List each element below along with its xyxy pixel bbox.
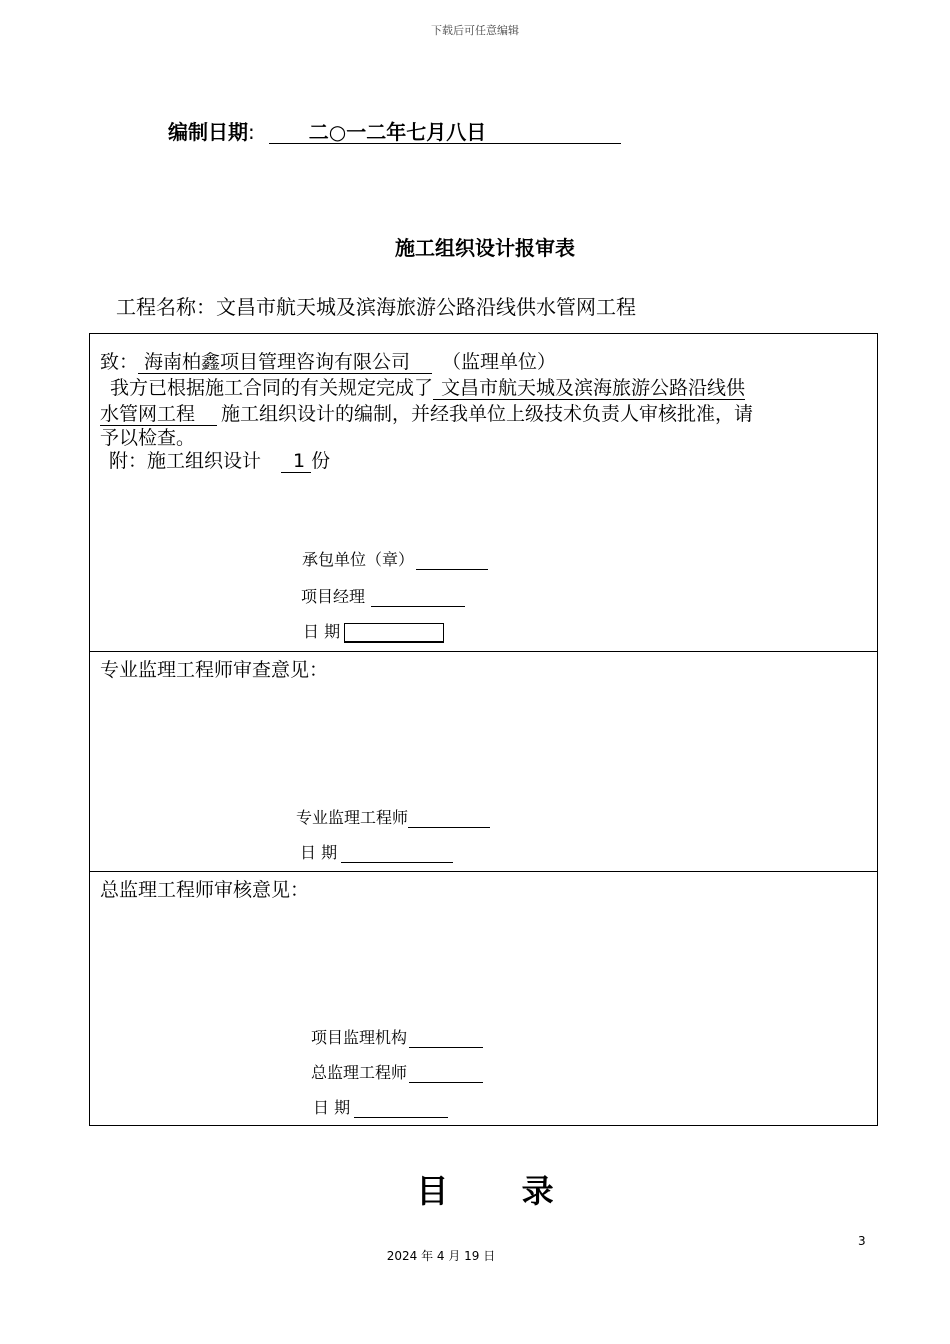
- declaration-line-2: 水管网工程 施工组织设计的编制，并经我单位上级技术负责人审核批准，请: [100, 403, 754, 425]
- specialist-sign-blank: [408, 811, 490, 828]
- toc-title: 目 录: [416, 1172, 554, 1210]
- row-divider-1: [90, 651, 877, 652]
- date-input-box[interactable]: [344, 623, 444, 643]
- declaration-project-2: 水管网工程: [100, 404, 217, 426]
- contractor-sign-line: 承包单位（章）: [302, 547, 488, 570]
- chief-review-heading: 总监理工程师审核意见：: [100, 879, 310, 901]
- project-name-line: [116, 291, 636, 320]
- chief-sign-line: 总监理工程师: [311, 1060, 483, 1083]
- page-number: 3: [858, 1234, 866, 1248]
- project-name: 文昌市航天城及滨海旅游公路沿线供水管网工程: [216, 295, 636, 319]
- approval-form-table: [89, 333, 878, 1126]
- chief-date-blank: [354, 1101, 448, 1118]
- compile-date-value: 二○一二年七月八日: [269, 121, 621, 144]
- specialist-date-blank: [341, 846, 453, 863]
- specialist-review-heading: 专业监理工程师审查意见：: [100, 659, 329, 681]
- attachment-line: 附：施工组织设计 1 份: [109, 450, 331, 472]
- chief-date-line: 日 期: [313, 1095, 448, 1118]
- declaration-line-1: 我方已根据施工合同的有关规定完成了 文昌市航天城及滨海旅游公路沿线供: [110, 377, 746, 399]
- org-sign-blank: [409, 1031, 483, 1048]
- chief-sign-blank: [409, 1066, 483, 1083]
- manager-sign-line: 项目经理: [301, 584, 465, 607]
- project-label: 工程名称：: [116, 295, 216, 319]
- header-note: 下载后可任意编辑: [431, 24, 519, 37]
- supervision-company: 海南柏鑫项目管理咨询有限公司: [138, 352, 432, 374]
- manager-sign-blank: [371, 590, 465, 607]
- row-divider-2: [90, 871, 877, 872]
- attachment-count: 1: [281, 451, 311, 473]
- footer-date: 2024 年 4 月 19 日: [386, 1249, 496, 1263]
- declaration-line-3: 予以检查。: [100, 427, 196, 449]
- date-sign-line-1: 日 期: [303, 619, 444, 643]
- declaration-project-1: 文昌市航天城及滨海旅游公路沿线供: [433, 378, 745, 400]
- compile-date-label: 编制日期: [168, 120, 248, 144]
- compile-date-colon: :: [248, 120, 255, 144]
- specialist-sign-line: 专业监理工程师: [296, 805, 490, 828]
- form-title: 施工组织设计报审表: [395, 236, 575, 260]
- addressee-line: 致： 海南柏鑫项目管理咨询有限公司 （监理单位）: [100, 351, 557, 373]
- compile-date-line: [168, 116, 621, 145]
- specialist-date-line: 日 期: [300, 840, 453, 863]
- contractor-sign-blank: [416, 553, 488, 570]
- org-sign-line: 项目监理机构: [311, 1025, 483, 1048]
